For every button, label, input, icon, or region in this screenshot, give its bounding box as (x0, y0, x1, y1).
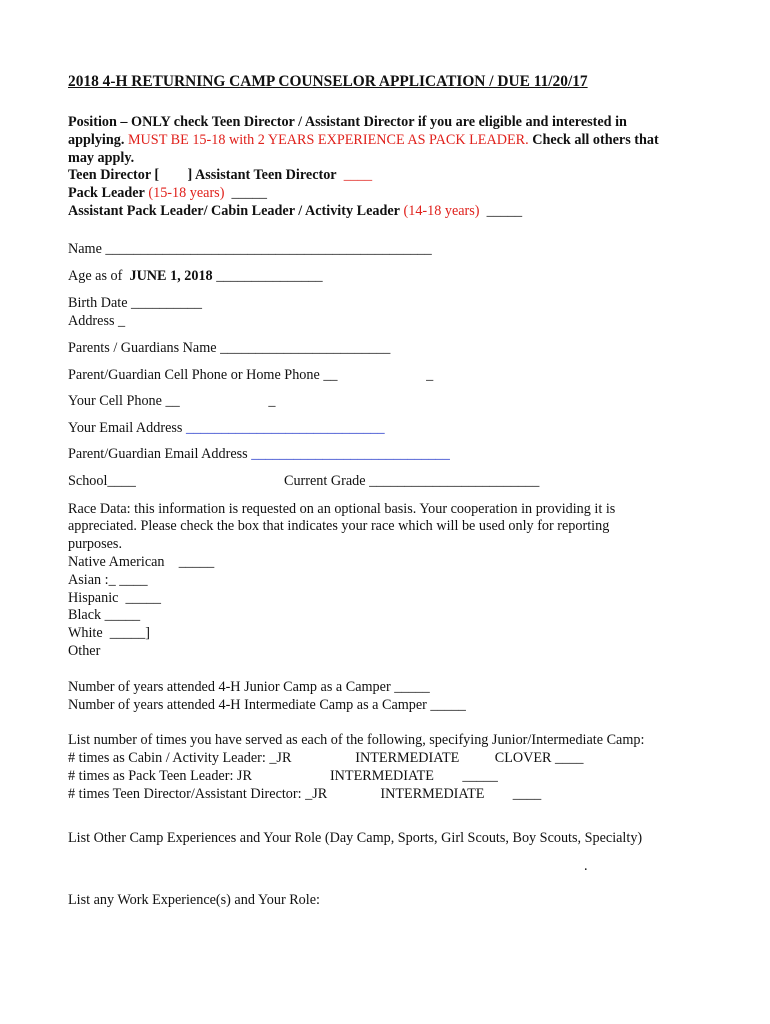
requirement-text: MUST BE 15-18 with 2 YEARS EXPERIENCE AS PACK LEADER. (124, 132, 529, 148)
race-option-hispanic[interactable]: Hispanic _____ (68, 590, 161, 606)
served-cabin-leader[interactable]: # times as Cabin / Activity Leader: _JR INTERMEDIATE CLOVER ____ (68, 750, 584, 766)
pack-leader-age: (15-18 years) (144, 185, 225, 201)
name-field[interactable]: Name ______________________________________________ (68, 241, 432, 257)
position-instructions-line3: may apply. (68, 150, 135, 166)
served-pack-leader[interactable]: # times as Pack Teen Leader: JR INTERMEDIATE _____ (68, 768, 498, 784)
parents-name-field[interactable]: Parents / Guardians Name ________________________ (68, 340, 391, 356)
email-field[interactable] (68, 419, 385, 437)
race-intro-line2: appreciated. Please check the box that indicates your race which will be used only for reporting (68, 518, 610, 534)
pack-leader-label: Pack Leader (68, 185, 145, 201)
race-option-native-american[interactable]: Native American _____ (68, 554, 215, 570)
race-option-asian[interactable]: Asian :_ ____ (68, 572, 148, 588)
assistant-pack-leader-age: (14-18 years) (399, 203, 480, 219)
position-instructions-line1: Position – ONLY check Teen Director / Assistant Director if you are eligible and interested in (68, 114, 627, 130)
teen-director-option[interactable] (68, 166, 372, 184)
applying-text: applying. (68, 132, 125, 148)
parent-email-blank[interactable]: ____________________________ (251, 446, 450, 462)
page-title: 2018 4-H RETURNING CAMP COUNSELOR APPLICATION / DUE 11/20/17 (68, 73, 588, 90)
race-option-black[interactable]: Black _____ (68, 607, 141, 623)
intermediate-camp-years[interactable]: Number of years attended 4-H Intermediate Camp as a Camper _____ (68, 697, 466, 713)
pack-leader-option[interactable] (68, 184, 267, 202)
pack-leader-blank[interactable]: _____ (224, 185, 267, 201)
parent-phone-field[interactable]: Parent/Guardian Cell Phone or Home Phone __ _ (68, 367, 434, 383)
assistant-pack-leader-option[interactable] (68, 202, 522, 220)
parent-email-field[interactable] (68, 445, 450, 463)
address-field[interactable]: Address _ (68, 313, 126, 329)
age-field[interactable] (68, 267, 323, 285)
race-intro-line3: purposes. (68, 536, 122, 552)
age-blank[interactable]: _______________ (212, 268, 323, 284)
email-label: Your Email Address (68, 420, 186, 436)
served-teen-director[interactable]: # times Teen Director/Assistant Director: _JR INTERMEDIATE ____ (68, 786, 542, 802)
race-option-other[interactable]: Other (68, 643, 101, 659)
parent-email-label: Parent/Guardian Email Address (68, 446, 252, 462)
cell-phone-field[interactable]: Your Cell Phone __ _ (68, 393, 276, 409)
age-date: JUNE 1, 2018 (129, 268, 213, 284)
email-blank[interactable]: ____________________________ (185, 420, 385, 436)
position-instructions-line2 (68, 131, 659, 149)
teen-director-blank[interactable]: ____ (336, 167, 373, 183)
assistant-pack-leader-blank[interactable]: _____ (479, 203, 523, 219)
served-header: List number of times you have served as each of the following, specifying Junior/Intermediate Camp: (68, 732, 645, 748)
birth-date-field[interactable]: Birth Date __________ (68, 295, 202, 311)
assistant-pack-leader-label: Assistant Pack Leader/ Cabin Leader / Activity Leader (68, 203, 400, 219)
check-others-text: Check all others that (528, 132, 659, 148)
school-field[interactable]: School____ (68, 473, 136, 489)
race-option-white[interactable]: White _____] (68, 625, 150, 641)
other-camp-experiences: List Other Camp Experiences and Your Role (Day Camp, Sports, Girl Scouts, Boy Scouts, Specialty) (68, 830, 643, 846)
work-experience: List any Work Experience(s) and Your Role: (68, 892, 320, 908)
age-label: Age as of (68, 268, 130, 284)
junior-camp-years[interactable]: Number of years attended 4-H Junior Camp as a Camper _____ (68, 679, 430, 695)
other-camp-dot: . (584, 858, 588, 874)
race-intro-line1: Race Data: this information is requested on an optional basis. Your cooperation in providing it is (68, 501, 616, 517)
teen-director-label: Teen Director [ ] Assistant Teen Director (68, 167, 337, 183)
grade-field[interactable]: Current Grade ________________________ (284, 473, 540, 489)
